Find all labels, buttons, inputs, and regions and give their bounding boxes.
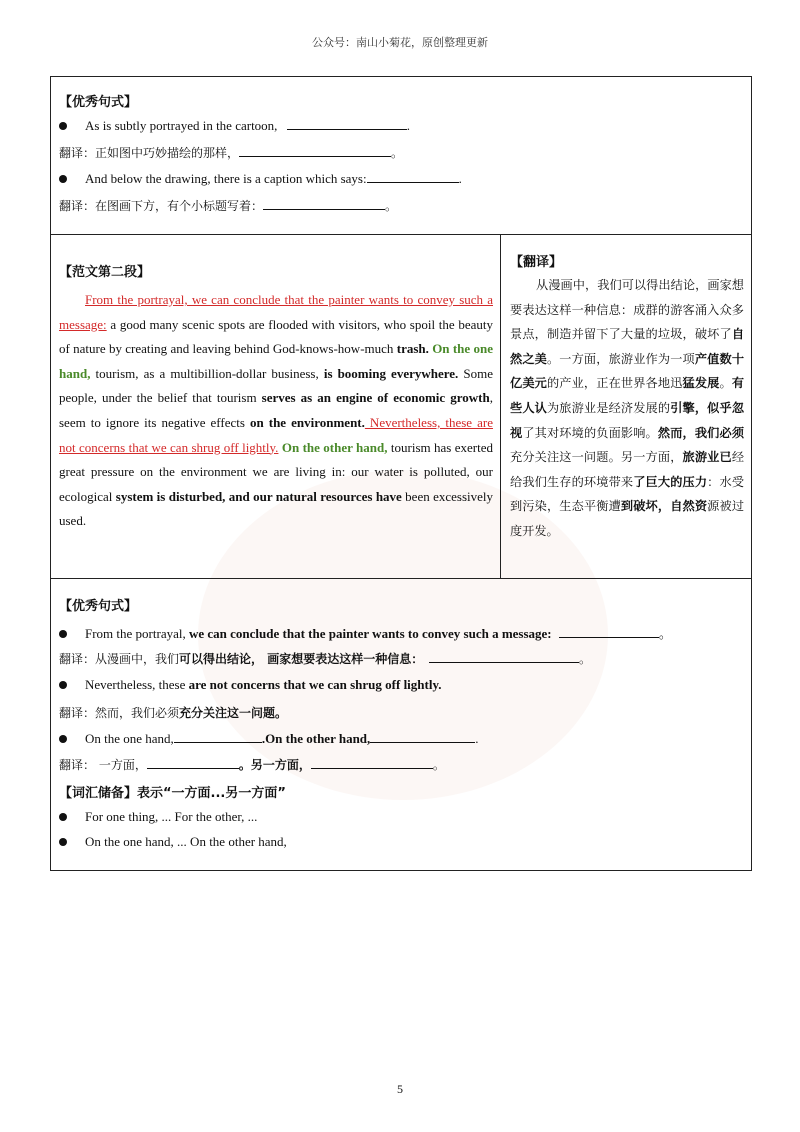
translation-item: 翻译：从漫画中，我们可以得出结论， 画家想要表达这样一种信息： 。 [59, 652, 592, 666]
translation-item: 翻译：正如图中巧妙描绘的那样， 。 [59, 146, 404, 160]
bullet-icon [59, 630, 67, 638]
sentence-item: On the one hand, .On the other hand, . [59, 730, 479, 747]
sentence-item: Nevertheless, these are not concerns that we can shrug off lightly. [59, 677, 442, 693]
translation-title: 【翻译】 [510, 255, 563, 270]
translation-item: 翻译： 一方面， 。另一方面， 。 [59, 758, 445, 772]
bullet-icon [59, 681, 67, 689]
fill-blank[interactable] [559, 625, 659, 638]
section-title: 【范文第二段】 [59, 265, 151, 280]
section-title: 【优秀句式】 [59, 95, 138, 110]
bullet-icon [59, 122, 67, 130]
column-divider [500, 235, 501, 578]
page-header: 公众号：南山小菊花，原创整理更新 [312, 37, 488, 49]
fill-blank[interactable] [239, 144, 391, 157]
bullet-icon [59, 175, 67, 183]
sentence-item: From the portrayal, we can conclude that the painter wants to convey such a message: 。 [59, 623, 672, 642]
section-excellent-sentences-2 [50, 578, 752, 871]
bullet-icon [59, 838, 67, 846]
sentence-item: And below the drawing, there is a caption which says: . [59, 170, 462, 187]
fill-blank[interactable] [311, 756, 433, 769]
fill-blank[interactable] [263, 197, 385, 210]
fill-blank[interactable] [429, 650, 579, 663]
fill-blank[interactable] [147, 756, 239, 769]
fill-blank[interactable] [287, 117, 407, 130]
section-title: 【优秀句式】 [59, 599, 138, 614]
fill-blank[interactable] [174, 730, 262, 743]
page-number: 5 [397, 1082, 403, 1096]
fill-blank[interactable] [370, 730, 475, 743]
translation-text: 从漫画中，我们可以得出结论，画家想要表达这样一种信息：成群的游客涌入众多景点，制造并留下了大量的垃圾，破坏了自然之美。一方面，旅游业作为一项产值数十亿美元的产业，正在世界各地迅猛发展。有些人认为旅游业是经济发展的引擎，似乎忽视了其对环境的负面影响。然而，我们必须充分关注这一问题。另一方面，旅游业已经给我们生存的环境带来了巨大的压力：水受到污染，生态平衡遭到破坏，自然资源被过度开发。 [510, 278, 745, 538]
vocab-item: On the one hand, ... On the other hand, [59, 834, 287, 850]
section-excellent-sentences-1 [50, 76, 752, 235]
translation-item: 翻译：然而，我们必须充分关注这一问题。 [59, 706, 288, 720]
vocab-item: For one thing, ... For the other, ... [59, 809, 257, 825]
bullet-icon [59, 813, 67, 821]
sentence-item: As is subtly portrayed in the cartoon, . [59, 117, 410, 134]
bullet-icon [59, 735, 67, 743]
model-paragraph-text: From the portrayal, we can conclude that the painter wants to convey such a message: a good many scenic spots are flooded with visitors, who spoil the beauty of nature by creating and leaving behind God-knows-how-much trash. On the one hand, tourism, as a multibillion-dollar business, is booming everywhere. Some people, under the belief that tourism serves as an engine of economic growth, seem to ignore its negative effects on the environment. Nevertheless, these are not concerns that we can shrug off lightly. On the other hand, tourism has exerted great pressure on the environment we are living in: our water is polluted, our ecological system is disturbed, and our natural resources have been excessively used. [59, 292, 494, 529]
vocab-title: 【词汇储备】表示“一方面...另一方面” [59, 786, 286, 801]
translation-item: 翻译：在图画下方，有个小标题写着： 。 [59, 199, 398, 213]
section-model-paragraph [50, 234, 752, 579]
fill-blank[interactable] [367, 170, 459, 183]
